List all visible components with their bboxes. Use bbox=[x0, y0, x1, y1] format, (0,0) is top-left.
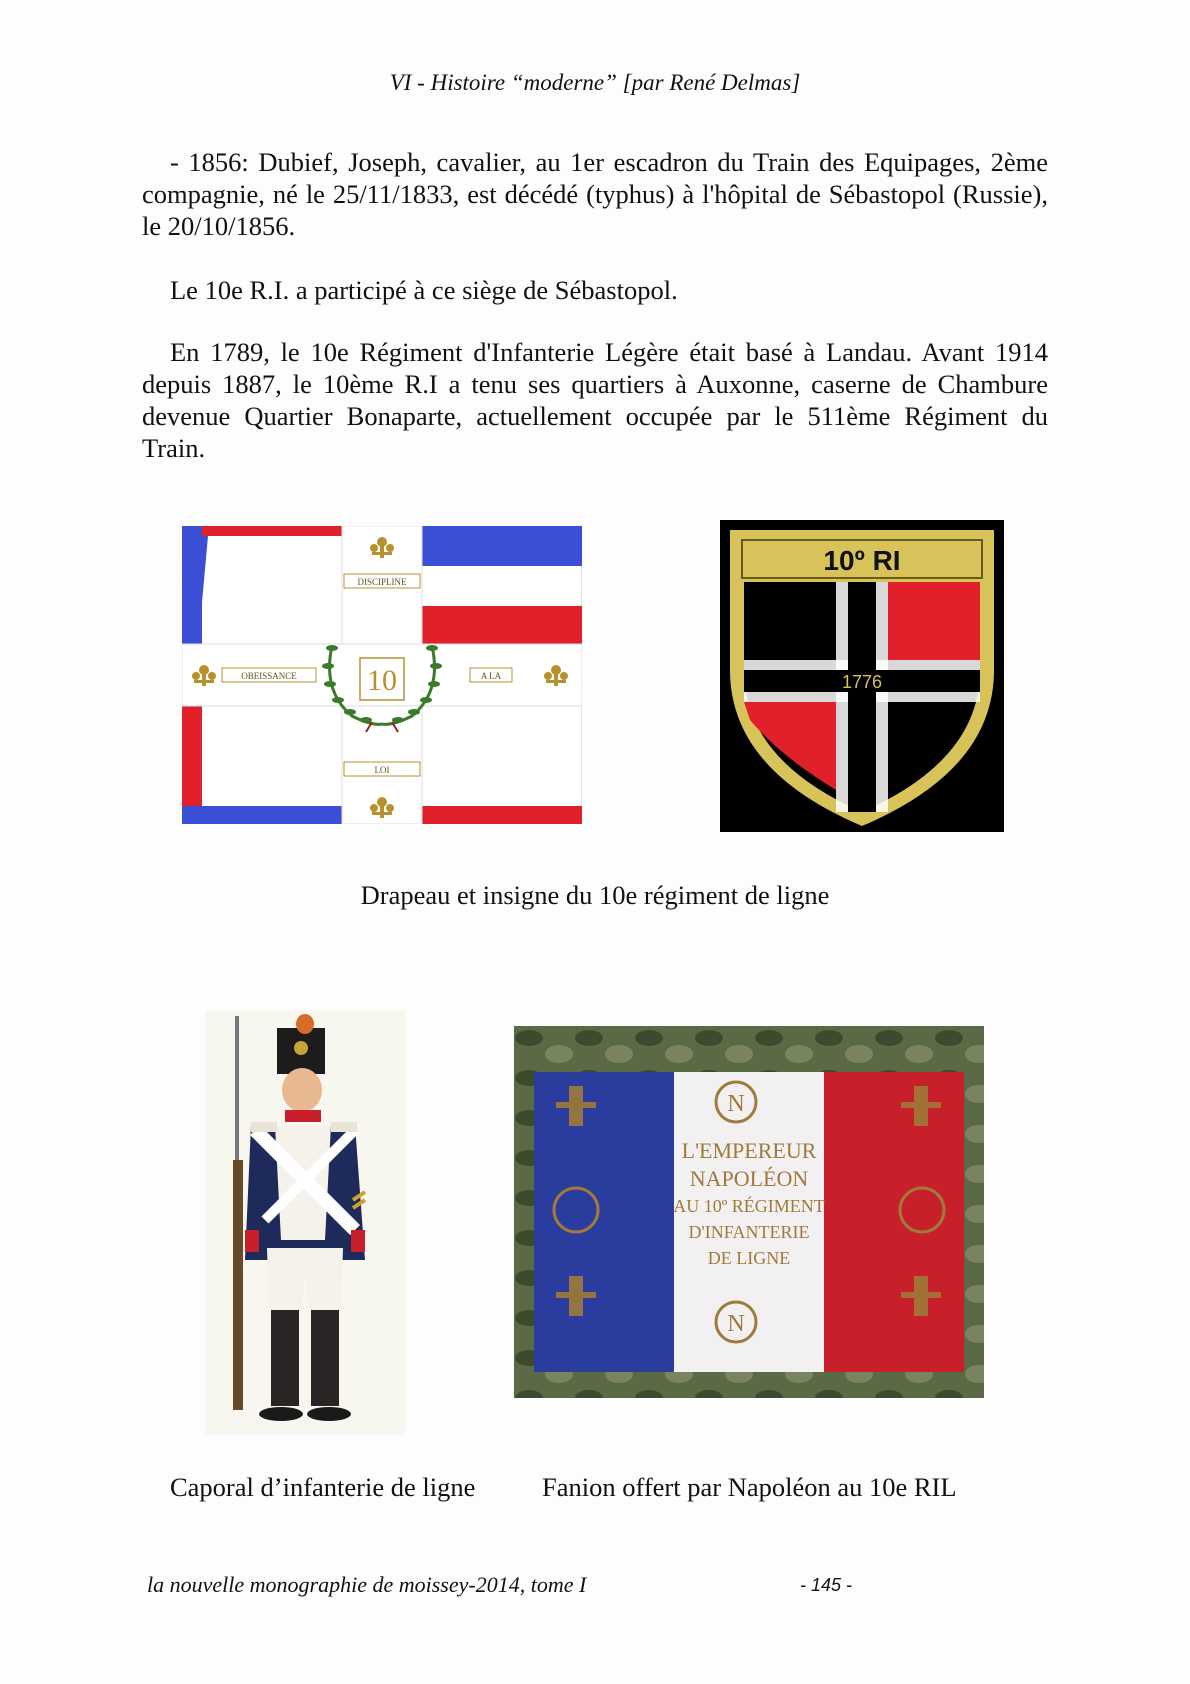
paragraph-siege: Le 10e R.I. a participé à ce siège de Sébastopol. bbox=[170, 275, 678, 305]
flag-regiment-number: 10 bbox=[367, 664, 397, 697]
caption-flag-and-badge: Drapeau et insigne du 10e régiment de ligne bbox=[360, 880, 830, 910]
fanion-monogram-top: N bbox=[727, 1091, 745, 1117]
fanion-monogram-bottom: N bbox=[727, 1311, 745, 1337]
footer-book-title: la nouvelle monographie de moissey-2014, tome I bbox=[147, 1572, 587, 1597]
caption-caporal: Caporal d’infanterie de ligne bbox=[170, 1472, 476, 1502]
fanion-line-2: NAPOLÉON bbox=[689, 1166, 809, 1191]
regiment-badge-image bbox=[720, 520, 1004, 832]
flag-top-label: DISCIPLINE bbox=[357, 577, 407, 587]
caption-fanion: Fanion offert par Napoléon au 10e RIL bbox=[542, 1472, 957, 1502]
napoleon-fanion-image bbox=[514, 1026, 984, 1398]
fanion-line-1: L'EMPEREUR bbox=[681, 1138, 817, 1163]
badge-banner: 10º RI bbox=[823, 545, 901, 576]
line-infantry-corporal-illustration bbox=[205, 1010, 405, 1435]
flag-bottom-label: LOI bbox=[374, 765, 390, 775]
flag-left-label: OBEISSANCE bbox=[241, 671, 297, 681]
paragraph-dubief: - 1856: Dubief, Joseph, cavalier, au 1er escadron du Train des Equipages, 2ème compagnie, né le 25/11/1833, est décédé (typhus) à l'hôpital de Sébastopol (Russie), le 20/10/1856. bbox=[142, 147, 1048, 241]
badge-year: 1776 bbox=[841, 672, 883, 692]
page-number: - 145 - bbox=[800, 1575, 853, 1595]
regiment-flag-image bbox=[182, 526, 582, 824]
paragraph-history: En 1789, le 10e Régiment d'Infanterie Légère était basé à Landau. Avant 1914 depuis 1887, le 10ème R.I a tenu ses quartiers à Auxonne, caserne de Chambure devenue Quartier Bonaparte, actuellement occupée par le 511ème Régiment du Train. bbox=[142, 337, 1048, 463]
page-header: VI - Histoire “moderne” [par René Delmas] bbox=[389, 70, 801, 95]
fanion-line-5: DE LIGNE bbox=[707, 1248, 791, 1268]
fanion-line-4: D'INFANTERIE bbox=[688, 1222, 810, 1242]
fanion-line-3: AU 10º RÉGIMENT bbox=[673, 1196, 825, 1216]
flag-right-label: A LA bbox=[480, 671, 502, 681]
